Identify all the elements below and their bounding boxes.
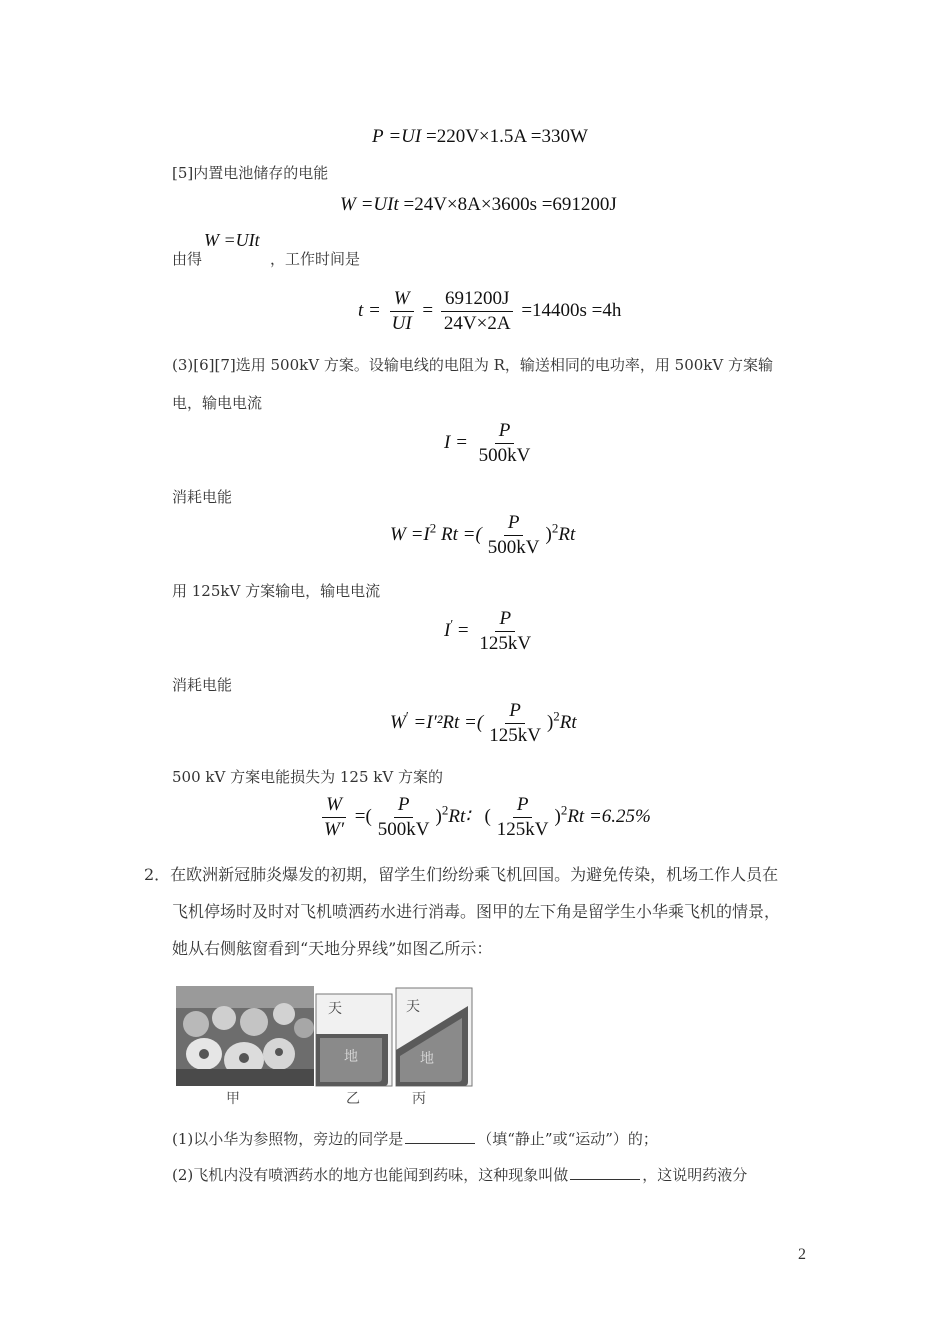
sky-label-yi: 天: [328, 1001, 342, 1017]
fraction: $\frac{P}{500kV}$: [487, 512, 540, 558]
q2-line2: 飞机停场时及时对飞机喷洒药水进行消毒。图甲的左下角是留学生小华乘飞机的情景，: [172, 902, 781, 921]
fraction: $\frac{P}{500kV}$: [377, 794, 430, 840]
fraction: $\frac{P}{125kV}$: [479, 608, 532, 654]
consume-label-1: 消耗电能: [172, 488, 233, 506]
caption-bing: 丙: [412, 1091, 426, 1107]
eq-power: P =UI =220V×1.5A =330W: [372, 126, 588, 147]
page-number: 2: [798, 1246, 806, 1263]
eq-energy: W =UIt =24V×8A×3600s =691200J: [340, 194, 617, 215]
eq-energy-500: $W =I^2$ Rt =( $\frac{P}{500kV}$ )$^2$Rt: [390, 512, 576, 558]
figure: [174, 984, 474, 1108]
eq-energy-125: W′ =I′²Rt =( $\frac{P}{125kV}$ )$^2$Rt: [390, 700, 577, 746]
q2-line3: 她从右侧舷窗看到“天地分界线”如图乙所示：: [172, 939, 493, 958]
eq-time: t = $\frac{W}{UI}$ = $\frac{691200J}{24V\times 2A}$ =14400s =4h: [358, 288, 622, 334]
eq-current-500: I = $\frac{P}{500kV}$: [444, 420, 536, 467]
answer-blank-2[interactable]: [570, 1165, 640, 1180]
caption-jia: 甲: [226, 1091, 240, 1107]
fraction: $\frac{P}{125kV}$: [489, 700, 541, 746]
caption-yi: 乙: [346, 1091, 360, 1107]
eq-ratio: $\frac{W}{W'}$ =( $\frac{P}{500kV}$ )$^2$Rt∶ ( $\frac{P}{125kV}$ )$^2$Rt =6.25%: [318, 794, 651, 841]
derive-formula: W =UIt: [204, 230, 260, 250]
q2-part2: (2)飞机内没有喷洒药水的地方也能闻到药味，这种现象叫做 ，这说明药液分: [172, 1166, 748, 1184]
eq-current-125: I′ = $\frac{P}{125kV}$: [444, 608, 537, 655]
fraction: $\frac{P}{500kV}$: [478, 420, 531, 466]
fraction: $\frac{W}{UI}$: [391, 288, 412, 334]
fraction: $\frac{P}{125kV}$: [496, 794, 549, 840]
derive-prefix: 由得: [172, 250, 203, 268]
line-125kv: 用 125kV 方案输电，输电电流: [172, 582, 381, 600]
part3-line1: (3)[6][7]选用 500kV 方案。设输电线的电阻为 R，输送相同的电功率，用 500kV 方案输: [172, 356, 773, 374]
ground-label-bing: 地: [420, 1051, 434, 1067]
part3-line2: 电，输电电流: [172, 394, 263, 412]
step5-label: [5]内置电池储存的电能: [172, 164, 329, 182]
q2-line1: 2．在欧洲新冠肺炎爆发的初期，留学生们纷纷乘飞机回国。为避免传染，机场工作人员在: [144, 865, 779, 884]
answer-blank-1[interactable]: [405, 1129, 475, 1144]
q2-part1: (1)以小华为参照物，旁边的同学是 （填“静止”或“运动”）的；: [172, 1130, 658, 1148]
consume-label-2: 消耗电能: [172, 676, 233, 694]
fraction: $\frac{W}{W'}$: [324, 794, 344, 840]
fraction: $\frac{691200J}{24V\times 2A}$: [440, 288, 515, 335]
ground-label-yi: 地: [344, 1049, 358, 1065]
ratio-label: 500 kV 方案电能损失为 125 kV 方案的: [172, 768, 443, 786]
sky-label-bing: 天: [406, 999, 420, 1015]
photo-passengers: [176, 986, 314, 1086]
derive-suffix: ，工作时间是: [270, 250, 361, 268]
figure-illustration: [174, 984, 474, 1108]
